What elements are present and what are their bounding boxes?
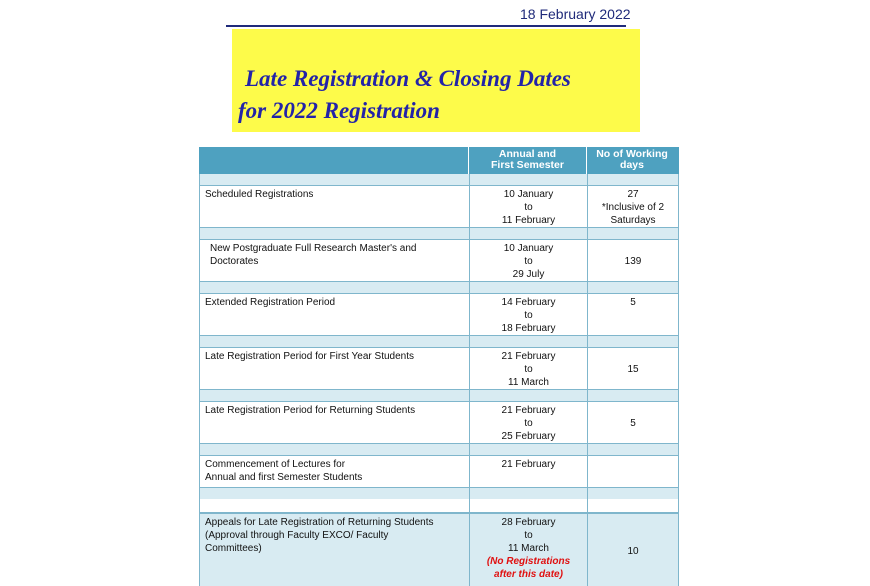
title-line-1: Late Registration & Closing Dates [245, 66, 571, 91]
date-line: to [524, 256, 533, 267]
table-spacer-row [199, 444, 679, 455]
date-line: 21 February [501, 459, 556, 470]
table-row [199, 185, 679, 228]
date-line: 21 February [501, 405, 556, 416]
date-line: 11 March [508, 543, 549, 554]
table-spacer-row [199, 390, 679, 401]
row-working-days [588, 456, 678, 487]
date-line: 11 March [508, 377, 549, 388]
header-working-days [587, 147, 677, 174]
days-line: 15 [627, 364, 639, 375]
row-dates [470, 186, 588, 227]
days-line: 5 [630, 418, 636, 429]
row-description [200, 348, 470, 389]
description-line: Committees) [205, 543, 262, 554]
date-line: to [524, 418, 533, 429]
table-row [199, 347, 679, 390]
description-line: Appeals for Late Registration of Returning Students [205, 517, 434, 528]
table-row [199, 293, 679, 336]
description-line: Scheduled Registrations [205, 189, 314, 200]
days-line: *Inclusive of 2 [601, 202, 665, 213]
row-working-days [588, 294, 678, 335]
table-spacer-row [199, 488, 679, 499]
date-line: 10 January [503, 189, 554, 200]
date-line: to [524, 364, 533, 375]
description-line: Extended Registration Period [205, 297, 336, 308]
no-registration-note: (No Registrations [486, 556, 571, 567]
description-line: Late Registration Period for Returning Students [205, 405, 416, 416]
table-spacer-row [199, 499, 679, 513]
header-rule [226, 25, 626, 27]
header-period [199, 147, 469, 174]
date-line: 29 July [512, 269, 545, 280]
row-description [200, 294, 470, 335]
days-line: 139 [624, 256, 642, 267]
row-dates [470, 456, 588, 487]
table-spacer-row [199, 336, 679, 347]
date-line: 28 February [501, 517, 556, 528]
row-working-days [588, 514, 678, 586]
document-date: 18 February 2022 [520, 6, 631, 22]
row-working-days [588, 186, 678, 227]
table-spacer-row [199, 174, 679, 185]
days-line: 27 [627, 189, 639, 200]
row-working-days [588, 348, 678, 389]
row-dates [470, 402, 588, 443]
title-line-2: for 2022 Registration [238, 98, 440, 123]
date-line: 10 January [503, 243, 554, 254]
header-days-line: days [620, 159, 644, 171]
row-description [200, 240, 470, 281]
row-description [200, 402, 470, 443]
table-row [199, 513, 679, 586]
header-semester-line: Annual and [498, 148, 557, 160]
row-description [200, 514, 470, 586]
date-line: to [524, 202, 533, 213]
days-line: 5 [630, 297, 636, 308]
date-line: 25 February [501, 431, 556, 442]
registration-dates-table [199, 147, 679, 586]
date-line: to [524, 310, 533, 321]
header-semester [469, 147, 587, 174]
days-line: Saturdays [610, 215, 656, 226]
description-line: Late Registration Period for First Year Students [205, 351, 415, 362]
row-dates [470, 240, 588, 281]
row-dates [470, 514, 588, 586]
table-header-row [199, 147, 679, 174]
days-line: 10 [627, 545, 639, 557]
row-description [200, 186, 470, 227]
table-row [199, 401, 679, 444]
description-line: Doctorates [210, 256, 259, 267]
no-registration-note: after this date) [494, 569, 563, 580]
description-line: (Approval through Faculty EXCO/ Faculty [205, 530, 389, 541]
row-description [200, 456, 470, 487]
table-row [199, 239, 679, 282]
description-line: Commencement of Lectures for [205, 459, 346, 470]
description-line: New Postgraduate Full Research Master's and [210, 243, 417, 254]
header-days-line: No of Working [596, 148, 668, 160]
date-line: 18 February [501, 323, 556, 334]
date-line: 14 February [501, 297, 556, 308]
row-dates [470, 294, 588, 335]
date-line: to [524, 530, 533, 541]
row-dates [470, 348, 588, 389]
table-row [199, 455, 679, 488]
header-semester-line: First Semester [491, 159, 564, 171]
row-working-days [588, 402, 678, 443]
table-spacer-row [199, 282, 679, 293]
date-line: 21 February [501, 351, 556, 362]
table-spacer-row [199, 228, 679, 239]
description-line: Annual and first Semester Students [205, 472, 363, 483]
row-working-days [588, 240, 678, 281]
date-line: 11 February [501, 215, 556, 226]
